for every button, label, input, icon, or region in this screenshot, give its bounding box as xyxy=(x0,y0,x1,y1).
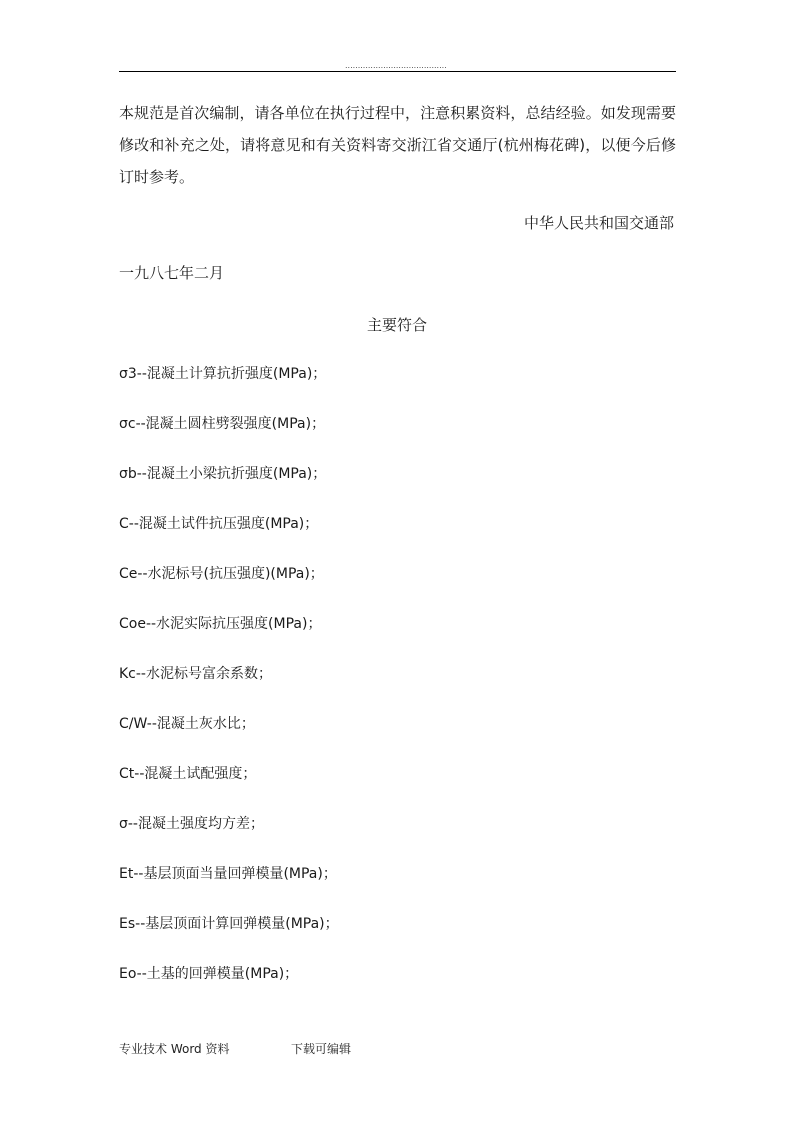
symbol-item: σc--混凝土圆柱劈裂强度(MPa)； xyxy=(119,416,326,432)
symbol-list xyxy=(119,361,339,1011)
symbol-item: Kc--水泥标号富余系数； xyxy=(119,666,272,682)
header-dotted-leader: ........................................ xyxy=(345,61,447,70)
symbol-item: Ce--水泥标号(抗压强度)(MPa)； xyxy=(119,566,324,582)
symbol-item: Eo--土基的回弹模量(MPa)； xyxy=(119,966,299,982)
symbol-item: C--混凝土试件抗压强度(MPa)； xyxy=(119,516,319,532)
symbol-item: Es--基层顶面计算回弹模量(MPa)； xyxy=(119,916,339,932)
symbol-item: σb--混凝土小梁抗折强度(MPa)； xyxy=(119,466,327,482)
symbol-item: Ct--混凝土试配强度； xyxy=(119,766,257,782)
footer-left-text: 专业技术 Word 资料 xyxy=(119,1042,230,1056)
footer-right-text: 下载可编辑 xyxy=(291,1042,352,1056)
issuing-authority: 中华人民共和国交通部 xyxy=(523,214,674,232)
intro-paragraph: 本规范是首次编制，请各单位在执行过程中，注意积累资料，总结经验。如发现需要修改和补充之处，请将意见和有关资料寄交浙江省交通厅(杭州梅花碑)，以便今后修订时参考。 xyxy=(119,104,676,186)
symbol-item: C/W--混凝土灰水比； xyxy=(119,716,255,732)
issue-date: 一九八七年二月 xyxy=(119,264,225,282)
header-rule xyxy=(119,71,676,72)
symbol-item: Coe--水泥实际抗压强度(MPa)； xyxy=(119,616,322,632)
section-heading: 主要符合 xyxy=(366,316,427,334)
symbol-item: σ3--混凝土计算抗折强度(MPa)； xyxy=(119,366,327,382)
symbol-item: Et--基层顶面当量回弹模量(MPa)； xyxy=(119,866,337,882)
symbol-item: σ--混凝土强度均方差； xyxy=(119,816,264,832)
